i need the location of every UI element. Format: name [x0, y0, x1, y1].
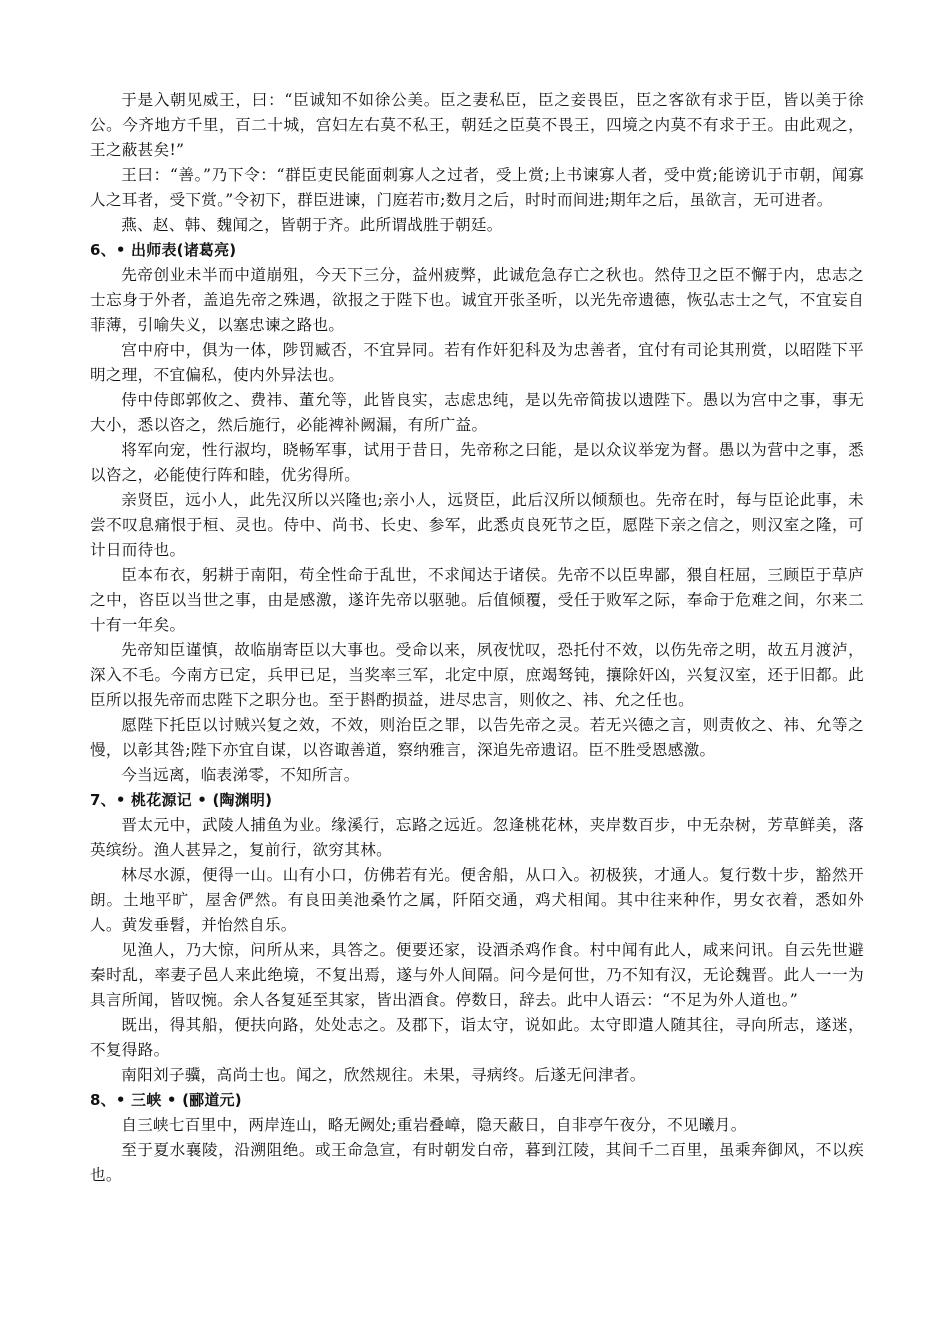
section-chu-shi-biao [90, 238, 864, 788]
section-tao-hua-yuan-ji [90, 788, 864, 1088]
paragraph: 既出，得其船，便扶向路，处处志之。及郡下，诣太守，说如此。太守即遣人随其往，寻向所志，遂迷，不复得路。 [90, 1016, 864, 1059]
paragraph: 今当远离，临表涕零，不知所言。 [121, 766, 360, 784]
paragraph: 于是入朝见威王，曰：“臣诚知不如徐公美。臣之妻私臣，臣之妾畏臣，臣之客欲有求于臣，皆以美于徐公。今齐地方千里，百二十城，宫妇左右莫不私王，朝廷之臣莫不畏王，四境之内莫不有求于王。由此观之，王之蔽甚矣!” [90, 91, 864, 159]
paragraph: 先帝创业未半而中道崩殂，今天下三分，益州疲弊，此诚危急存亡之秋也。然侍卫之臣不懈于内，忠志之士忘身于外者，盖追先帝之殊遇，欲报之于陛下也。诚宜开张圣听，以光先帝遗德，恢弘志士之气，不宜妄自菲薄，引喻失义，以塞忠谏之路也。 [90, 266, 864, 334]
paragraph: 见渔人，乃大惊，问所从来，具答之。便要还家，设酒杀鸡作食。村中闻有此人，咸来问讯。自云先世避秦时乱，率妻子邑人来此绝境，不复出焉，遂与外人间隔。问今是何世，乃不知有汉，无论魏晋。此人一一为具言所闻，皆叹惋。余人各复延至其家，皆出酒食。停数日，辞去。此中人语云：“不足为外人道也。” [90, 941, 864, 1009]
section-zou-ji-continuation [90, 88, 864, 238]
paragraph: 至于夏水襄陵，沿溯阻绝。或王命急宣，有时朝发白帝，暮到江陵，其间千二百里，虽乘奔御风，不以疾也。 [90, 1141, 864, 1184]
section-heading: 8、• 三峡 • (郦道元) [90, 1091, 242, 1109]
paragraph: 燕、赵、韩、魏闻之，皆朝于齐。此所谓战胜于朝廷。 [121, 216, 503, 234]
paragraph: 先帝知臣谨慎，故临崩寄臣以大事也。受命以来，夙夜忧叹，恐托付不效，以伤先帝之明，故五月渡泸，深入不毛。今南方已定，兵甲已足，当奖率三军，北定中原，庶竭驽钝，攘除奸凶，兴复汉室，还于旧都。此臣所以报先帝而忠陛下之职分也。至于斟酌损益，进尽忠言，则攸之、祎、允之任也。 [90, 641, 864, 709]
paragraph: 林尽水源，便得一山。山有小口，仿佛若有光。便舍船，从口入。初极狭，才通人。复行数十步，豁然开朗。土地平旷，屋舍俨然。有良田美池桑竹之属，阡陌交通，鸡犬相闻。其中往来种作，男女衣着，悉如外人。黄发垂髫，并怡然自乐。 [90, 866, 864, 934]
paragraph: 臣本布衣，躬耕于南阳，苟全性命于乱世，不求闻达于诸侯。先帝不以臣卑鄙，猥自枉屈，三顾臣于草庐之中，咨臣以当世之事，由是感激，遂许先帝以驱驰。后值倾覆，受任于败军之际，奉命于危难之间，尔来二十有一年矣。 [90, 566, 864, 634]
paragraph: 侍中侍郎郭攸之、费祎、董允等，此皆良实，志虑忠纯，是以先帝简拔以遗陛下。愚以为宫中之事，事无大小，悉以咨之，然后施行，必能裨补阙漏，有所广益。 [90, 391, 864, 434]
section-heading: 7、• 桃花源记 • (陶渊明) [90, 791, 273, 809]
paragraph: 宫中府中，俱为一体，陟罚臧否，不宜异同。若有作奸犯科及为忠善者，宜付有司论其刑赏，以昭陛下平明之理，不宜偏私，使内外异法也。 [90, 341, 864, 384]
section-heading: 6、• 出师表(诸葛亮) [90, 241, 237, 259]
paragraph: 愿陛下托臣以讨贼兴复之效，不效，则治臣之罪，以告先帝之灵。若无兴德之言，则责攸之、祎、允等之慢，以彰其咎;陛下亦宜自谋，以咨诹善道，察纳雅言，深追先帝遗诏。臣不胜受恩感激。 [90, 716, 864, 759]
section-san-xia [90, 1088, 864, 1188]
paragraph: 自三峡七百里中，两岸连山，略无阙处;重岩叠嶂，隐天蔽日，自非亭午夜分，不见曦月。 [121, 1116, 747, 1134]
paragraph: 亲贤臣，远小人，此先汉所以兴隆也;亲小人，远贤臣，此后汉所以倾颓也。先帝在时，每与臣论此事，未尝不叹息痛恨于桓、灵也。侍中、尚书、长史、参军，此悉贞良死节之臣，愿陛下亲之信之，则汉室之隆，可计日而待也。 [90, 491, 864, 559]
paragraph: 王曰：“善。”乃下令：“群臣吏民能面刺寡人之过者，受上赏;上书谏寡人者，受中赏;能谤讥于市朝，闻寡人之耳者，受下赏。”令初下，群臣进谏，门庭若市;数月之后，时时而间进;期年之后，虽欲言，无可进者。 [90, 166, 864, 209]
paragraph: 将军向宠，性行淑均，晓畅军事，试用于昔日，先帝称之曰能，是以众议举宠为督。愚以为营中之事，悉以咨之，必能使行阵和睦，优劣得所。 [90, 441, 864, 484]
paragraph: 晋太元中，武陵人捕鱼为业。缘溪行，忘路之远近。忽逢桃花林，夹岸数百步，中无杂树，芳草鲜美，落英缤纷。渔人甚异之，复前行，欲穷其林。 [90, 816, 864, 859]
paragraph: 南阳刘子骥，高尚士也。闻之，欣然规往。未果，寻病终。后遂无问津者。 [121, 1066, 646, 1084]
